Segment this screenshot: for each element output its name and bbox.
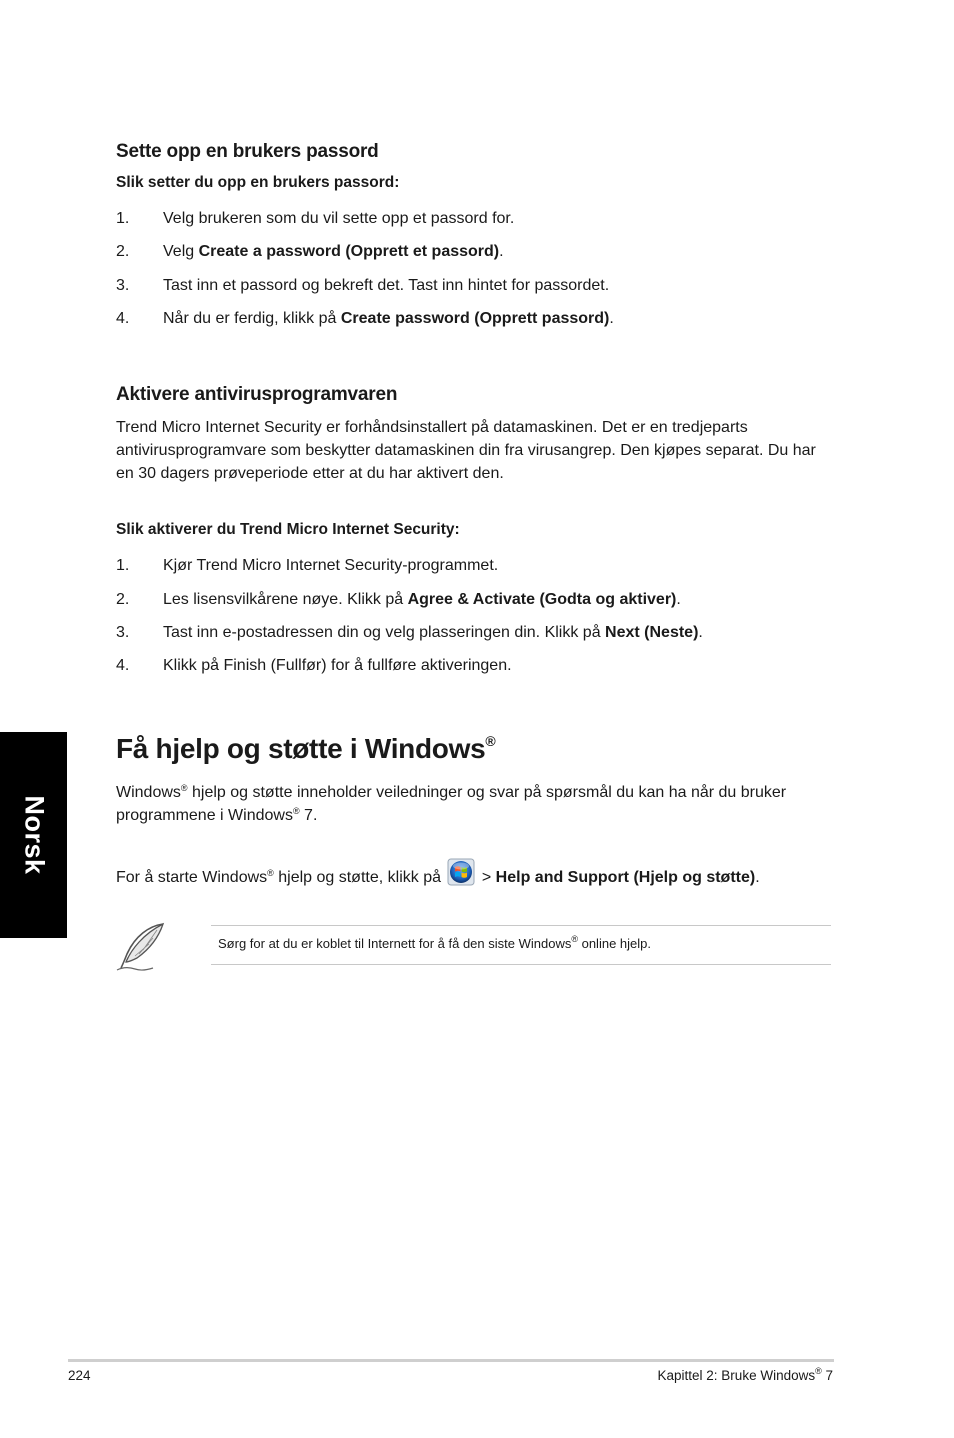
note-text: Sørg for at du er koblet til Internett for å få den siste Windows® online hjelp.: [218, 934, 651, 951]
subheading-antivirus: Slik aktiverer du Trend Micro Internet Security:: [116, 521, 460, 538]
chapter-footer: Kapittel 2: Bruke Windows® 7: [657, 1366, 833, 1383]
list-text: .: [676, 591, 681, 608]
list-number: 4.: [116, 657, 130, 674]
footer-divider: [68, 1359, 834, 1362]
side-tab-label: Norsk: [19, 795, 49, 875]
list-text: .: [609, 310, 614, 327]
list-item: [116, 591, 681, 609]
list-text: Klikk på Finish (Fullfør) for å fullføre aktiveringen.: [163, 657, 512, 674]
page-number: 224: [68, 1368, 91, 1383]
list-text-bold: Agree & Activate (Godta og aktiver): [407, 591, 677, 608]
list-text: Velg brukeren som du vil sette opp et passord for.: [163, 210, 515, 227]
list-item: [116, 657, 512, 675]
list-text: Tast inn et passord og bekreft det. Tast inn hintet for passordet.: [163, 277, 610, 294]
subheading-password: Slik setter du opp en brukers passord:: [116, 174, 400, 191]
list-item: [116, 277, 609, 295]
list-number: 3.: [116, 277, 130, 294]
antivirus-paragraph: Trend Micro Internet Security er forhåndsinstallert på datamaskinen. Det er en tredjeparts antivirusprogramvare som beskytter datamaskinen din fra virusangrep. Den kjøpes separat. Du har en 30 dagers prøveperiode etter at du har aktivert den.: [116, 419, 816, 482]
list-item: [116, 310, 614, 328]
list-text-bold: Create password (Opprett passord): [340, 310, 610, 327]
list-item: [116, 557, 498, 575]
list-number: 2.: [116, 243, 130, 260]
list-text: .: [698, 624, 703, 641]
section-heading-antivirus: Aktivere antivirusprogramvaren: [116, 384, 398, 405]
list-item: [116, 624, 703, 642]
note-divider-top: [211, 925, 831, 926]
windows-start-orb-icon[interactable]: [447, 858, 475, 886]
language-side-tab: [0, 732, 67, 938]
list-number: 1.: [116, 557, 130, 574]
section-heading-password: Sette opp en brukers passord: [116, 141, 379, 162]
list-text: Les lisensvilkårene nøye. Klikk på: [163, 591, 408, 608]
chapter-section-title: Få hjelp og støtte i Windows®: [116, 733, 496, 764]
list-number: 1.: [116, 210, 130, 227]
list-text: Kjør Trend Micro Internet Security-programmet.: [163, 557, 499, 574]
list-item: [116, 210, 514, 228]
help-start-paragraph: For å starte Windows® hjelp og støtte, klikk på > Help and Support (Hjelp og støtte).: [116, 858, 836, 889]
list-number: 4.: [116, 310, 130, 327]
list-item: [116, 243, 504, 261]
list-text: Velg: [163, 243, 199, 260]
list-text-bold: Create a password (Opprett et passord): [198, 243, 500, 260]
list-text: .: [499, 243, 504, 260]
note-divider-bottom: [211, 964, 831, 965]
list-text-bold: Next (Neste): [605, 624, 699, 641]
list-number: 2.: [116, 591, 130, 608]
list-text: Når du er ferdig, klikk på: [163, 310, 341, 327]
list-number: 3.: [116, 624, 130, 641]
list-text: Tast inn e-postadressen din og velg plasseringen din. Klikk på: [163, 624, 606, 641]
feather-quill-icon: [113, 920, 169, 974]
help-intro-paragraph: Windows® hjelp og støtte inneholder veiledninger og svar på spørsmål du kan ha når du bruker programmene i Windows® 7.: [116, 783, 787, 824]
